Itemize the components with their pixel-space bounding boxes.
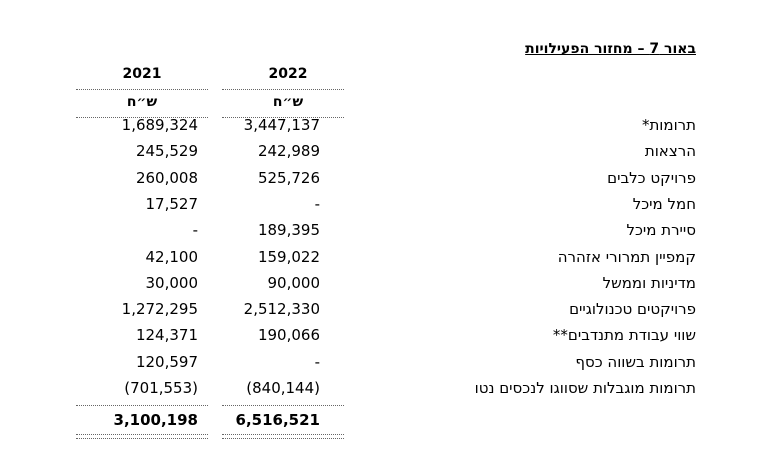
total-2021: 3,100,198 bbox=[113, 411, 198, 429]
row-label: שווי עבודת מתנדבים** bbox=[552, 326, 696, 344]
row-value-2022: 159,022 bbox=[257, 248, 320, 266]
row-value-2021: - bbox=[192, 221, 198, 239]
total-double-rule-2022 bbox=[222, 434, 344, 439]
row-label: תרומות מוגבלות שסווגו לנכסים נטו bbox=[474, 379, 696, 397]
row-label: הרצאות bbox=[644, 142, 696, 160]
total-double-rule-2021 bbox=[76, 434, 208, 439]
row-value-2022: 190,066 bbox=[257, 326, 320, 344]
row-label: פרויקטים טכנולוגיים bbox=[569, 300, 696, 318]
column-year-2021: 2021 bbox=[122, 66, 162, 82]
unit-label-2022: ש״ח bbox=[272, 94, 304, 110]
year-rule-2021 bbox=[76, 89, 208, 90]
row-value-2022: 189,395 bbox=[257, 221, 320, 239]
row-value-2022: (840,144) bbox=[246, 379, 320, 397]
row-value-2021: (701,553) bbox=[124, 379, 198, 397]
row-value-2022: 2,512,330 bbox=[243, 300, 320, 318]
row-value-2021: 1,272,295 bbox=[121, 300, 198, 318]
row-label: חמל מיכל bbox=[632, 195, 696, 213]
row-value-2021: 260,008 bbox=[135, 169, 198, 187]
row-value-2021: 245,529 bbox=[135, 142, 198, 160]
row-label: סיירת מיכל bbox=[626, 221, 696, 239]
note-title: באור 7 – מחזור הפעילויות bbox=[525, 41, 696, 57]
row-value-2021: 124,371 bbox=[135, 326, 198, 344]
row-value-2022: 242,989 bbox=[257, 142, 320, 160]
row-value-2022: - bbox=[314, 353, 320, 371]
subtotal-rule-2022 bbox=[222, 405, 344, 406]
row-label: תרומות בשווה כסף bbox=[575, 353, 696, 371]
unit-label-2021: ש״ח bbox=[126, 94, 158, 110]
row-label: קמפיין תמרורי אזהרה bbox=[557, 248, 696, 266]
row-value-2022: 525,726 bbox=[257, 169, 320, 187]
row-value-2022: 3,447,137 bbox=[243, 116, 320, 134]
row-value-2022: 90,000 bbox=[267, 274, 320, 292]
row-label: פרויקט כלבים bbox=[607, 169, 696, 187]
total-2022: 6,516,521 bbox=[235, 411, 320, 429]
subtotal-rule-2021 bbox=[76, 405, 208, 406]
column-year-2022: 2022 bbox=[268, 66, 308, 82]
year-rule-2022 bbox=[222, 89, 344, 90]
row-label: מדיניות וממשל bbox=[602, 274, 696, 292]
row-label: תרומות* bbox=[641, 116, 696, 134]
row-value-2021: 30,000 bbox=[145, 274, 198, 292]
row-value-2021: 17,527 bbox=[145, 195, 198, 213]
row-value-2021: 42,100 bbox=[145, 248, 198, 266]
row-value-2021: 1,689,324 bbox=[121, 116, 198, 134]
row-value-2021: 120,597 bbox=[135, 353, 198, 371]
row-value-2022: - bbox=[314, 195, 320, 213]
